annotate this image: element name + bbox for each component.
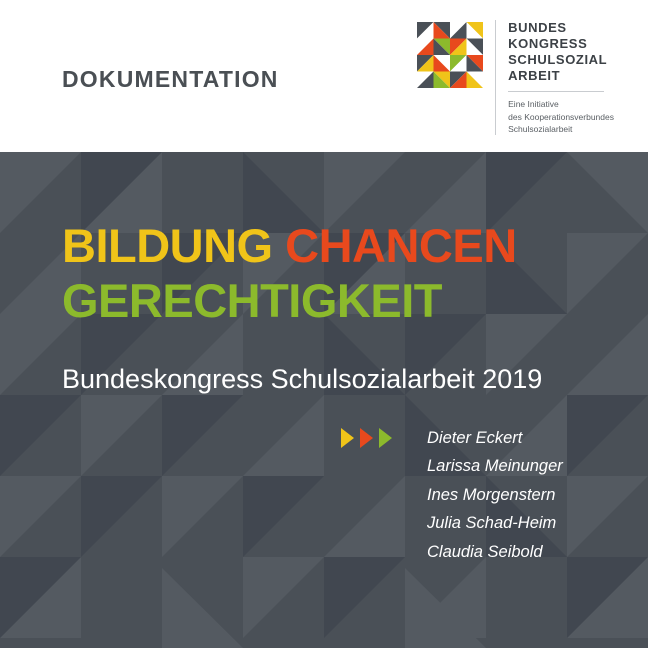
author-list <box>427 424 563 566</box>
logo-wordmark <box>495 20 614 135</box>
list-item: Dieter Eckert <box>427 429 523 447</box>
logo-line-3: SCHULSOZIAL <box>508 51 608 67</box>
arrow-right-icon-green <box>379 428 392 448</box>
arrow-right-icon-orange <box>360 428 373 448</box>
logo-tagline-3: Schulsozialarbeit <box>508 124 573 135</box>
logo-tagline-1: Eine Initiative <box>508 99 559 110</box>
logo-line-4: ARBEIT <box>508 67 561 83</box>
title-word-chancen: CHANCEN <box>285 219 517 272</box>
cover-hero <box>0 152 648 648</box>
list-item: Julia Schad-Heim <box>427 514 557 533</box>
logo-tagline-2: des Kooperationsverbundes <box>508 111 614 122</box>
hero-content <box>0 152 648 648</box>
page-title: DOKUMENTATION <box>62 66 279 92</box>
title-word-gerechtigkeit: GERECHTIGKEIT <box>62 274 442 328</box>
cover-subtitle: Bundeskongress Schulsozialarbeit 2019 <box>62 364 543 394</box>
arrow-right-icon-yellow <box>341 428 354 448</box>
organization-logo <box>417 20 614 135</box>
logo-line-2: KONGRESS <box>508 35 588 51</box>
logo-mark-icon <box>417 22 483 88</box>
cover-title <box>62 218 517 329</box>
page-header <box>0 0 648 152</box>
logo-divider <box>508 91 604 92</box>
title-word-bildung: BILDUNG <box>62 219 273 272</box>
logo-line-1: BUNDES <box>508 20 567 35</box>
list-item: Larissa Meinunger <box>427 457 563 476</box>
list-item: Ines Morgenstern <box>427 485 556 504</box>
list-item: Claudia Seibold <box>427 542 543 561</box>
arrow-marker-group <box>341 428 392 448</box>
